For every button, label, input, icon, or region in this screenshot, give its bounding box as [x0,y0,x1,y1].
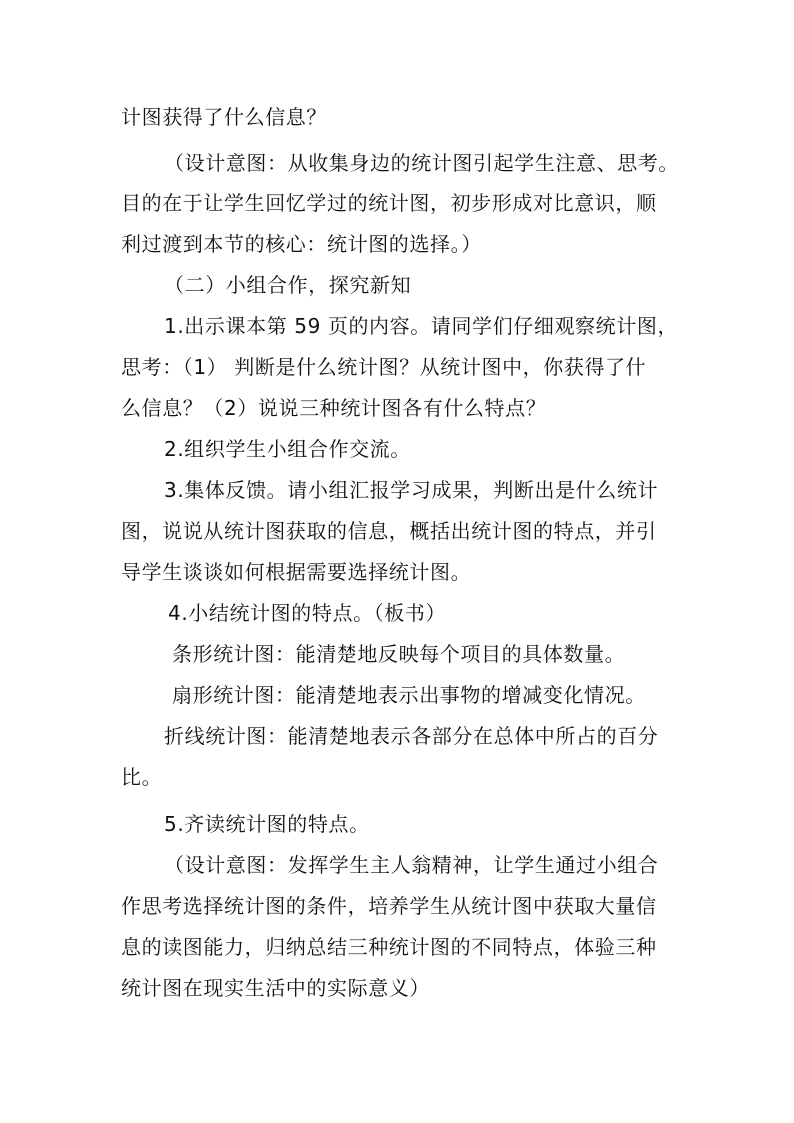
text-line: 息的读图能力，归纳总结三种统计图的不同特点，体验三种 [121,935,657,959]
text-line: 图，说说从统计图获取的信息，概括出统计图的特点，并引 [121,519,657,543]
text-line: 目的在于让学生回忆学过的统计图，初步形成对比意识，顺 [121,191,657,215]
text-line: 比。 [121,765,163,789]
text-line: 4.小结统计图的特点。（板书） [168,601,447,625]
text-line: 统计图在现实生活中的实际意义） [121,976,430,1000]
text-line: 计图获得了什么信息？ [121,105,327,129]
text-line: 1.出示课本第 59 页的内容。请同学们仔细观察统计图， [164,314,679,338]
text-line: 条形统计图：能清楚地反映每个项目的具体数量。 [172,642,626,666]
text-line: 扇形统计图：能清楚地表示出事物的增减变化情况。 [172,683,646,707]
section-heading: （二）小组合作，探究新知 [164,273,412,297]
text-line: 折线统计图：能清楚地表示各部分在总体中所占的百分 [164,724,659,748]
text-line: 作思考选择统计图的条件，培养学生从统计图中获取大量信 [121,894,657,918]
text-line: 5.齐读统计图的特点。 [164,812,370,836]
text-line: （设计意图：从收集身边的统计图引起学生注意、思考。 [164,151,679,175]
text-line: 思考：（1） 判断是什么统计图？从统计图中，你获得了什 [121,355,647,379]
text-line: （设计意图：发挥学生主人翁精神，让学生通过小组合 [164,853,659,877]
text-line: 3.集体反馈。请小组汇报学习成果，判断出是什么统计 [164,478,659,502]
text-line: 么信息？（2）说说三种统计图各有什么特点？ [121,396,547,420]
text-line: 利过渡到本节的核心：统计图的选择。） [121,232,482,256]
text-line: 导学生谈谈如何根据需要选择统计图。 [121,560,472,584]
text-line: 2.组织学生小组合作交流。 [164,437,411,461]
